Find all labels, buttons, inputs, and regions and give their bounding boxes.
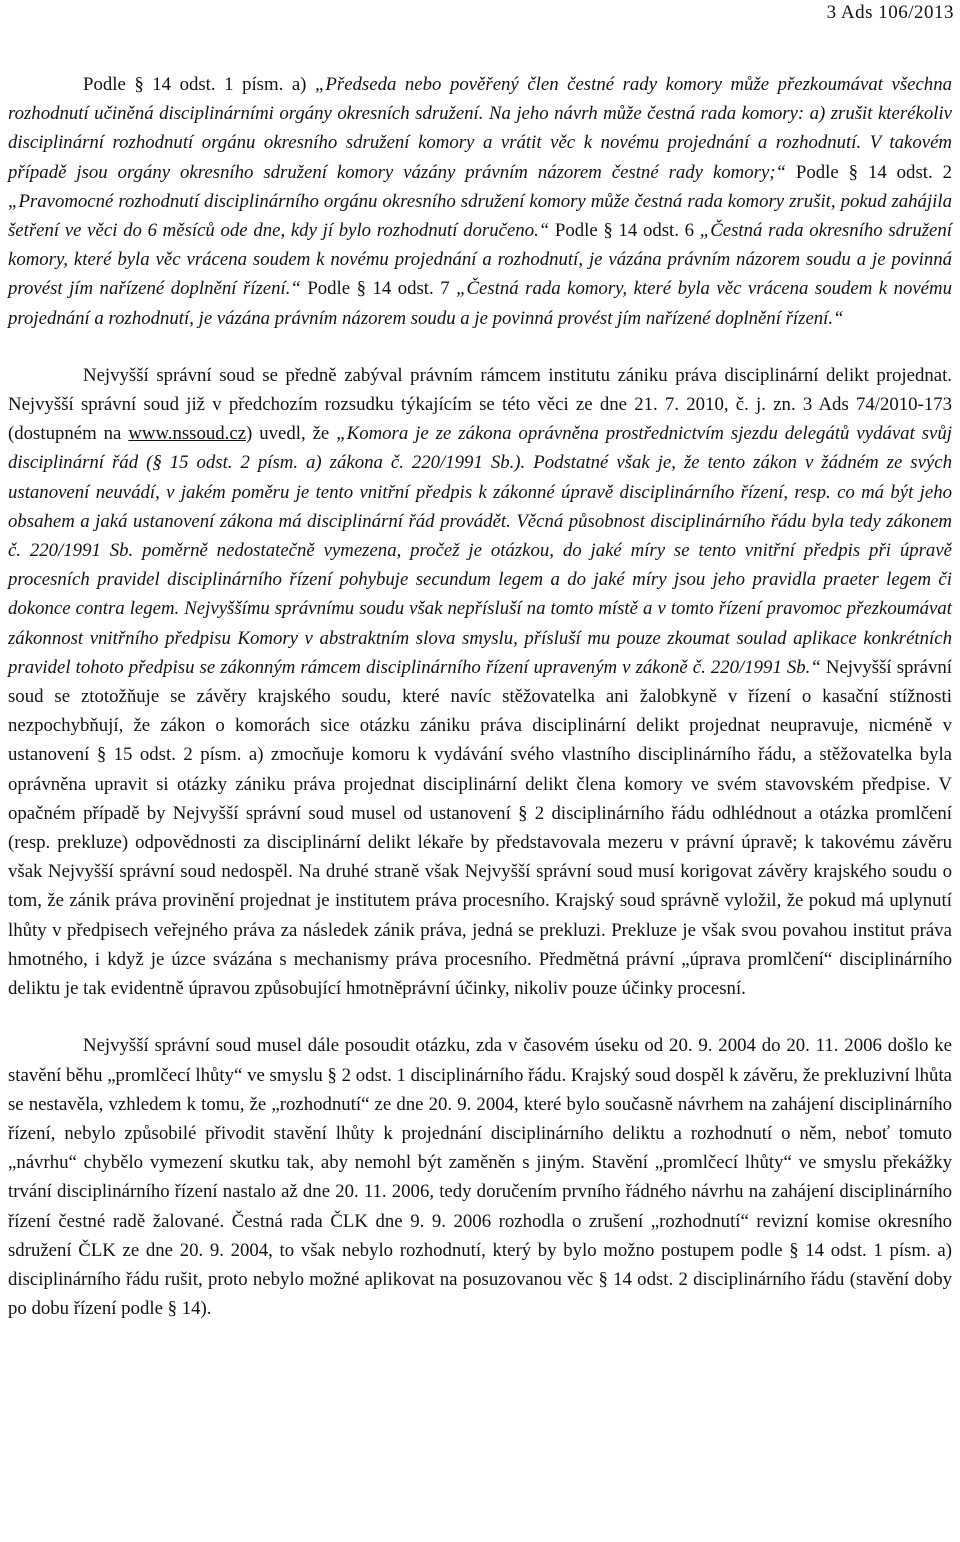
website-link[interactable]: www.nssoud.cz (128, 423, 247, 445)
body-text: Nejvyšší správní soud musel dále posoudit otázku, zda v časovém úseku od 20. 9. 2004 do 20. 11. 2006 došlo ke stavění běhu „promlčecí lhůty“ ve smyslu § 2 odst. 1 disciplinárního řádu. Krajský soud dospěl k závěru, že prekluzivní lhůta se nestavěla, vzhledem k tomu, že „rozhodnutí“ ze dne 20. 9. 2004, které bylo současně návrhem na zahájení disciplinárního řízení, nebylo způsobilé přivodit stavění lhůty k projednání disciplinárního deliktu a rozhodnutí o něm, neboť tomuto „návrhu“ chybělo vymezení skutku tak, aby nemohl být zaměněn s jiným. Stavění „promlčecí lhůty“ ve smyslu překážky trvání disciplinárního řízení nastalo až dne 20. 11. 2006, tedy doručením prvního řádného návrhu na zahájení disciplinárního řízení čestné radě žalované. Čestná rada ČLK dne 9. 9. 2006 rozhodla o zrušení „rozhodnutí“ revizní komise okresního sdružení ČLK ze dne 20. 9. 2004, to však nebylo rozhodnutí, který by bylo možno postupem podle § 14 odst. 1 písm. a) disciplinárního řádu rušit, proto nebylo možné aplikovat na posuzovanou věc § 14 odst. 2 disciplinárního řádu (stavění doby po dobu řízení podle § 14). (8, 1035, 952, 1320)
quoted-text: „Pravomocné rozhodnutí disciplinárního orgánu okresního sdružení komory může čestná rada komory zrušit, pokud zahájila šetření ve věci do 6 měsíců ode dne, kdy jí bylo rozhodnutí doručeno.“ (8, 190, 952, 242)
body-text: Podle § 14 odst. 6 (549, 220, 700, 242)
quoted-text: „Předseda nebo pověřený člen čestné rady komory může přezkoumávat všechna rozhodnutí učiněná disciplinárními orgány okresních sdružení. Na jeho návrh může čestná rada komory: a) zrušit kterékoliv disciplinární rozhodnutí orgánu okresního sdružení komory a vrátit věc k novému projednání a rozhodnutí. V takovém případě jsou orgány okresního sdružení komory vázány právním názorem čestné rady komory;“ (8, 74, 952, 183)
quoted-text: „Čestná rada okresního sdružení komory, které byla věc vrácena soudem k novému projednání a rozhodnutí, je vázána právním názorem soudu a je povinná provést jím nařízené doplnění řízení.“ (8, 220, 952, 300)
quoted-text: „Čestná rada komory, které byla věc vrácena soudem k novému projednání a rozhodnutí, je vázána právním názorem soudu a je povinná provést jím nařízené doplnění řízení.“ (8, 278, 952, 329)
body-text: Podle § 14 odst. 7 (300, 278, 457, 300)
case-number: 3 Ads 106/2013 (826, 2, 954, 23)
body-text: Nejvyšší správní soud se předně zabýval právním rámcem institutu zániku práva disciplinární delikt projednat. Nejvyšší správní soud již v předchozím rozsudku týkajícím se této věci ze dne 21. 7. 2010, č. j. zn. 3 Ads 74/2010-173 (dostupném na (8, 364, 952, 445)
body-text: Podle § 14 odst. 1 písm. a) (83, 74, 315, 95)
paragraph-time-limit (8, 1031, 952, 1323)
body-text: ) uvedl, že (246, 423, 337, 445)
paragraph-court-reasoning (8, 361, 952, 1003)
paragraph-statute-quotes (8, 70, 952, 333)
body-text: Nejvyšší správní soud se ztotožňuje se závěry krajského soudu, které navíc stěžovatelka ani žalobkyně v řízení o kasační stížnosti nezpochybňují, že zákon o komorách sice otázku zániku práva disciplinární delikt projednat neupravuje, nicméně v ustanovení § 15 odst. 2 písm. a) zmocňuje komoru k vydávání svého vlastního disciplinárního řádu, a stěžovatelka byla oprávněna upravit si otázky zániku práva projednat disciplinární delikt člena komory ve svém stavovském předpise. V opačném případě by Nejvyšší správní soud musel od ustanovení § 2 disciplinárního řádu odhlédnout a otázka promlčení (resp. prekluze) odpovědnosti za disciplinární delikt lékaře by představovala mezeru v právní úpravě; k takovému závěru však Nejvyšší správní soud nedospěl. Na druhé straně však Nejvyšší správní soud musí korigovat závěry krajského soudu o tom, že zánik práva provinění projednat je institutem práva procesního. Krajský soud správně vyložil, že pokud má uplynutí lhůty v předpisech veřejného práva za následek zánik práva, jedná se prekluzi. Prekluze je však svou povahou institut práva hmotného, i když je úzce svázána s mechanismy práva procesního. Předmětná právní „úprava promlčení“ disciplinárního deliktu je tak evidentně úpravou způsobující hmotněprávní účinky, nikoliv pouze účinky procesní. (8, 656, 952, 1000)
body-text: Podle § 14 odst. 2 (785, 161, 952, 183)
document-body (8, 70, 952, 1323)
quoted-text: „Komora je ze zákona oprávněna prostřednictvím sjezdu delegátů vydávat svůj disciplinární řád (§ 15 odst. 2 písm. a) zákona č. 220/1991 Sb.). Podstatné však je, že tento zákon v žádném ze svých ustanovení neuvádí, v jakém poměru je tento vnitřní předpis k zákonné úpravě disciplinárního řízení, resp. co má být jeho obsahem a jaká ustanovení zákona má disciplinární řád provádět. Věcná působnost disciplinárního řádu byla tedy zákonem č. 220/1991 Sb. poměrně nedostatečně vymezena, pročež je otázkou, do jaké míry se tento vnitřní předpis při úpravě procesních pravidel disciplinárního řízení pohybuje secundum legem a do jaké míry jsou jeho pravidla praeter legem či dokonce contra legem. Nejvyššímu správnímu soudu však nepřísluší na tomto místě a v tomto řízení pravomoc přezkoumávat zákonnost vnitřního předpisu Komory v abstraktním slova smyslu, přísluší mu pouze zkoumat soulad aplikace konkrétních pravidel tohoto předpisu se zákonným rámcem disciplinárního řízení upraveným v zákoně č. 220/1991 Sb.“ (8, 423, 952, 678)
